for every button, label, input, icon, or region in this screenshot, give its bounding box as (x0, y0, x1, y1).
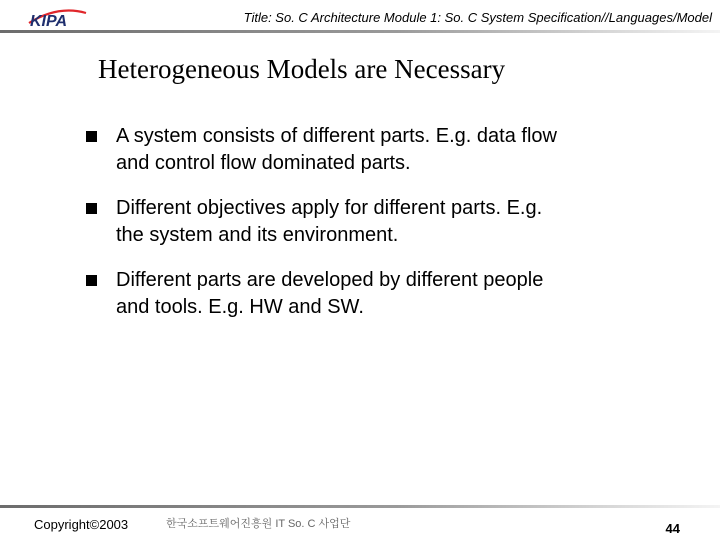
bullet-item (86, 195, 686, 249)
bullet-text: A system consists of different parts. E.g. data flow and control flow dominated parts. (116, 125, 557, 174)
square-bullet-icon (86, 131, 97, 142)
header-title: Title: So. C Architecture Module 1: So. C System Specification//Languages/Model (243, 10, 712, 25)
kipa-logo (26, 7, 88, 29)
kipa-logo-graphic (26, 7, 88, 29)
svg-text:KIPA: KIPA (30, 13, 68, 29)
square-bullet-icon (86, 275, 97, 286)
bullet-text: Different objectives apply for different parts. E.g. the system and its environment. (116, 197, 543, 246)
header-divider (0, 30, 720, 33)
page-number: 44 (665, 521, 680, 536)
slide-heading: Heterogeneous Models are Necessary (98, 54, 506, 84)
bullet-item (86, 123, 686, 177)
copyright-text: Copyright©2003 (34, 517, 129, 532)
bullet-list (86, 123, 686, 339)
bullet-text: Different parts are developed by different people and tools. E.g. HW and SW. (116, 269, 544, 318)
bullet-item (86, 267, 686, 321)
square-bullet-icon (86, 203, 97, 214)
footer-divider (0, 505, 720, 508)
organization-name: 한국소프트웨어진흥원 IT So. C 사업단 (166, 518, 351, 530)
